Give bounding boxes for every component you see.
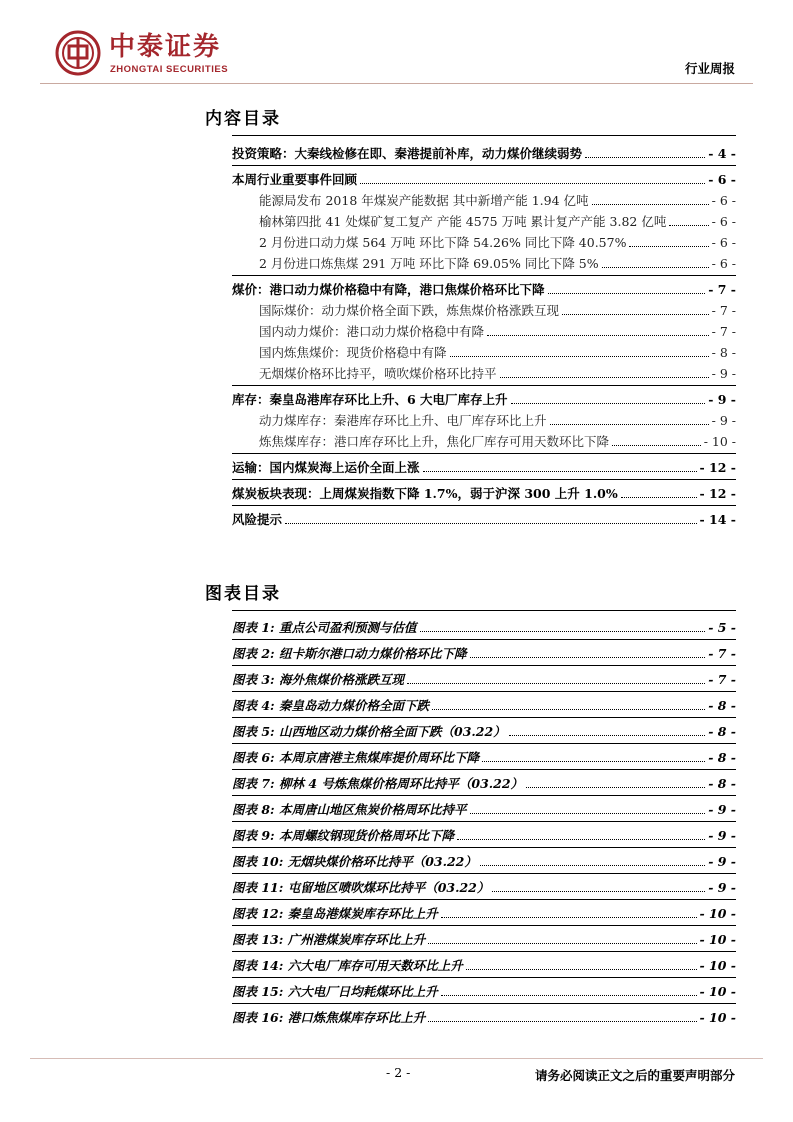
toc-entry-text: 国内动力煤价：港口动力煤价格稳中有降	[259, 324, 485, 339]
leader-dots	[492, 891, 705, 892]
leader-dots	[526, 787, 705, 788]
footer-disclaimer: 请务必阅读正文之后的重要声明部分	[534, 1068, 735, 1083]
leader-dots	[428, 943, 696, 944]
figure-entry[interactable]	[232, 694, 736, 714]
leader-dots	[285, 523, 697, 524]
toc-entry-text: 国内炼焦煤价：现货价格稳中有降	[259, 345, 447, 360]
toc-entry[interactable]	[232, 168, 736, 188]
report-type-label: 行业周报	[684, 61, 735, 76]
leader-dots	[423, 471, 697, 472]
leader-dots	[360, 183, 705, 184]
figure-rule	[232, 691, 736, 692]
leader-dots	[562, 314, 709, 315]
leader-dots	[669, 225, 708, 226]
toc-entry-text: 2 月份进口动力煤 564 万吨 环比下降 54.26% 同比下降 40.57%	[259, 235, 627, 250]
leader-dots	[592, 204, 709, 205]
figure-rule	[232, 639, 736, 640]
leader-dots	[470, 813, 706, 814]
toc-rule	[232, 453, 736, 454]
figure-entry-page: - 7 -	[708, 646, 736, 661]
toc-entry-page: - 9 -	[711, 366, 736, 381]
toc-entry-page: - 12 -	[699, 460, 736, 475]
toc-entry-page: - 14 -	[699, 512, 736, 527]
toc-rule	[232, 505, 736, 506]
figure-entry-page: - 7 -	[708, 672, 736, 687]
toc-subentry[interactable]	[232, 341, 736, 361]
toc-entry-page: - 6 -	[708, 172, 736, 187]
figure-entry-page: - 8 -	[708, 776, 736, 791]
leader-dots	[509, 735, 706, 736]
figure-entry[interactable]	[232, 824, 736, 844]
figure-rule	[232, 1003, 736, 1004]
toc-subentry[interactable]	[232, 189, 736, 209]
toc-entry[interactable]	[232, 388, 736, 408]
toc-rule	[232, 165, 736, 166]
header-divider	[40, 83, 753, 84]
toc-entry-text: 本周行业重要事件回顾	[232, 172, 358, 187]
figure-entry-page: - 8 -	[708, 724, 736, 739]
figure-rule	[232, 899, 736, 900]
toc-entry-page: - 4 -	[708, 146, 736, 161]
company-logo	[55, 30, 245, 82]
figure-entry[interactable]	[232, 798, 736, 818]
figure-entry[interactable]	[232, 850, 736, 870]
figure-entry-text: 图表 7: 柳林 4 号炼焦煤价格周环比持平（03.22）	[232, 776, 524, 791]
toc-entry[interactable]	[232, 456, 736, 476]
leader-dots	[500, 377, 709, 378]
toc-entry-page: - 9 -	[711, 413, 736, 428]
figure-rule	[232, 821, 736, 822]
toc-entry-page: - 12 -	[699, 486, 736, 501]
leader-dots	[487, 335, 709, 336]
leader-dots	[585, 157, 705, 158]
figure-rule	[232, 873, 736, 874]
toc-rule	[232, 135, 736, 136]
toc-entry-text: 煤价：港口动力煤价格稳中有降，港口焦煤价格环比下降	[232, 282, 545, 297]
toc-entry[interactable]	[232, 278, 736, 298]
figure-entry[interactable]	[232, 746, 736, 766]
figure-entry-page: - 8 -	[708, 750, 736, 765]
toc-entry-text: 无烟煤价格环比持平，喷吹煤价格环比持平	[259, 366, 497, 381]
figure-entry-text: 图表 3: 海外焦煤价格涨跌互现	[232, 672, 405, 687]
figure-entry-text: 图表 1: 重点公司盈利预测与估值	[232, 620, 417, 635]
toc-entry[interactable]	[232, 508, 736, 528]
toc-entry-text: 动力煤库存：秦港库存环比上升、电厂库存环比上升	[259, 413, 547, 428]
figure-entry-page: - 9 -	[708, 802, 736, 817]
figure-entry-text: 图表 15: 六大电厂日均耗煤环比上升	[232, 984, 438, 999]
toc-subentry[interactable]	[232, 252, 736, 272]
toc-subentry[interactable]	[232, 210, 736, 230]
figure-rule	[232, 717, 736, 718]
toc-entry-page: - 6 -	[711, 235, 736, 250]
toc-entry-text: 炼焦煤库存：港口库存环比上升，焦化厂库存可用天数环比下降	[259, 434, 610, 449]
figure-entry[interactable]	[232, 668, 736, 688]
logo-chinese-name: 中泰证券	[109, 32, 222, 62]
leader-dots	[470, 657, 706, 658]
figure-entry[interactable]	[232, 954, 736, 974]
figure-entry-text: 图表 10: 无烟块煤价格环比持平（03.22）	[232, 854, 477, 869]
leader-dots	[441, 917, 697, 918]
toc-entry-text: 煤炭板块表现：上周煤炭指数下降 1.7%，弱于沪深 300 上升 1.0%	[232, 486, 618, 501]
figure-entry[interactable]	[232, 772, 736, 792]
figure-entry-text: 图表 6: 本周京唐港主焦煤库提价周环比下降	[232, 750, 480, 765]
toc-entry-page: - 8 -	[711, 345, 736, 360]
zhongtai-logo-icon	[55, 30, 101, 76]
leader-dots	[612, 445, 701, 446]
toc-entry[interactable]	[232, 482, 736, 502]
toc-subentry[interactable]	[232, 299, 736, 319]
figure-entry-page: - 10 -	[699, 932, 736, 947]
figure-rule	[232, 665, 736, 666]
leader-dots	[450, 356, 709, 357]
figure-entry-text: 图表 5: 山西地区动力煤价格全面下跌（03.22）	[232, 724, 506, 739]
toc-entry-text: 2 月份进口炼焦煤 291 万吨 环比下降 69.05% 同比下降 5%	[259, 256, 599, 271]
toc-entry-text: 能源局发布 2018 年煤炭产能数据 其中新增产能 1.94 亿吨	[259, 193, 589, 208]
figure-entry[interactable]	[232, 928, 736, 948]
figure-entry[interactable]	[232, 720, 736, 740]
toc-entry-page: - 7 -	[711, 324, 736, 339]
footer-divider	[30, 1058, 763, 1059]
figure-entry-text: 图表 16: 港口炼焦煤库存环比上升	[232, 1010, 426, 1025]
figure-entry[interactable]	[232, 616, 736, 636]
leader-dots	[548, 293, 706, 294]
figure-rule	[232, 925, 736, 926]
leader-dots	[511, 403, 706, 404]
toc-entry-page: - 7 -	[711, 303, 736, 318]
toc-entry-page: - 7 -	[708, 282, 736, 297]
figure-rule	[232, 977, 736, 978]
toc-subentry[interactable]	[232, 320, 736, 340]
figure-entry-text: 图表 14: 六大电厂库存可用天数环比上升	[232, 958, 463, 973]
toc-rule	[232, 479, 736, 480]
leader-dots	[466, 969, 697, 970]
figures-title: 图表目录	[205, 584, 281, 604]
toc-subentry[interactable]	[232, 362, 736, 382]
toc-entry-page: - 10 -	[703, 434, 736, 449]
figure-entry-page: - 10 -	[699, 1010, 736, 1025]
figure-entry-text: 图表 13: 广州港煤炭库存环比上升	[232, 932, 426, 947]
toc-subentry[interactable]	[232, 430, 736, 450]
leader-dots	[550, 424, 709, 425]
figure-rule	[232, 610, 736, 611]
leader-dots	[482, 761, 705, 762]
logo-english-name: ZHONGTAI SECURITIES	[110, 64, 229, 75]
leader-dots	[407, 683, 705, 684]
figure-rule	[232, 847, 736, 848]
figure-entry-page: - 5 -	[708, 620, 736, 635]
toc-entry-text: 榆林第四批 41 处煤矿复工复产 产能 4575 万吨 累计复产产能 3.82 亿吨	[259, 214, 667, 229]
figure-entry[interactable]	[232, 876, 736, 896]
toc-entry-text: 库存：秦皇岛港库存环比上升、6 大电厂库存上升	[232, 392, 508, 407]
leader-dots	[420, 631, 706, 632]
leader-dots	[629, 246, 708, 247]
leader-dots	[602, 267, 709, 268]
toc-rule	[232, 275, 736, 276]
figure-entry-page: - 8 -	[708, 698, 736, 713]
toc-entry-page: - 6 -	[711, 214, 736, 229]
figure-rule	[232, 951, 736, 952]
figure-entry-page: - 9 -	[708, 854, 736, 869]
figure-entry[interactable]	[232, 902, 736, 922]
figure-entry-page: - 9 -	[708, 828, 736, 843]
figure-entry-text: 图表 12: 秦皇岛港煤炭库存环比上升	[232, 906, 438, 921]
leader-dots	[432, 709, 705, 710]
toc-entry-text: 运输：国内煤炭海上运价全面上涨	[232, 460, 420, 475]
figure-entry-text: 图表 11: 屯留地区喷吹煤环比持平（03.22）	[232, 880, 490, 895]
toc-entry-page: - 6 -	[711, 256, 736, 271]
figure-entry-text: 图表 8: 本周唐山地区焦炭价格周环比持平	[232, 802, 467, 817]
toc-subentry[interactable]	[232, 409, 736, 429]
figure-entry[interactable]	[232, 980, 736, 1000]
figure-entry-text: 图表 2: 纽卡斯尔港口动力煤价格环比下降	[232, 646, 467, 661]
leader-dots	[441, 995, 697, 996]
figure-entry[interactable]	[232, 1006, 736, 1026]
figure-entry[interactable]	[232, 642, 736, 662]
figure-rule	[232, 743, 736, 744]
figure-entry-page: - 9 -	[708, 880, 736, 895]
figure-entry-text: 图表 9: 本周螺纹钢现货价格周环比下降	[232, 828, 455, 843]
figure-entry-page: - 10 -	[699, 906, 736, 921]
toc-entry-page: - 9 -	[708, 392, 736, 407]
figure-rule	[232, 795, 736, 796]
toc-title: 内容目录	[205, 109, 281, 129]
figure-entry-text: 图表 4: 秦皇岛动力煤价格全面下跌	[232, 698, 430, 713]
figure-entry-page: - 10 -	[699, 984, 736, 999]
figure-rule	[232, 769, 736, 770]
toc-entry-text: 投资策略：大秦线检修在即、秦港提前补库，动力煤价继续弱势	[232, 146, 583, 161]
toc-entry-text: 风险提示	[232, 512, 283, 527]
figure-entry-page: - 10 -	[699, 958, 736, 973]
toc-entry[interactable]	[232, 142, 736, 162]
page-number: - 2 -	[386, 1065, 411, 1080]
toc-entry-page: - 6 -	[711, 193, 736, 208]
leader-dots	[457, 839, 705, 840]
leader-dots	[480, 865, 705, 866]
leader-dots	[621, 497, 697, 498]
toc-rule	[232, 385, 736, 386]
toc-entry-text: 国际煤价：动力煤价格全面下跌，炼焦煤价格涨跌互现	[259, 303, 560, 318]
leader-dots	[428, 1021, 696, 1022]
toc-subentry[interactable]	[232, 231, 736, 251]
